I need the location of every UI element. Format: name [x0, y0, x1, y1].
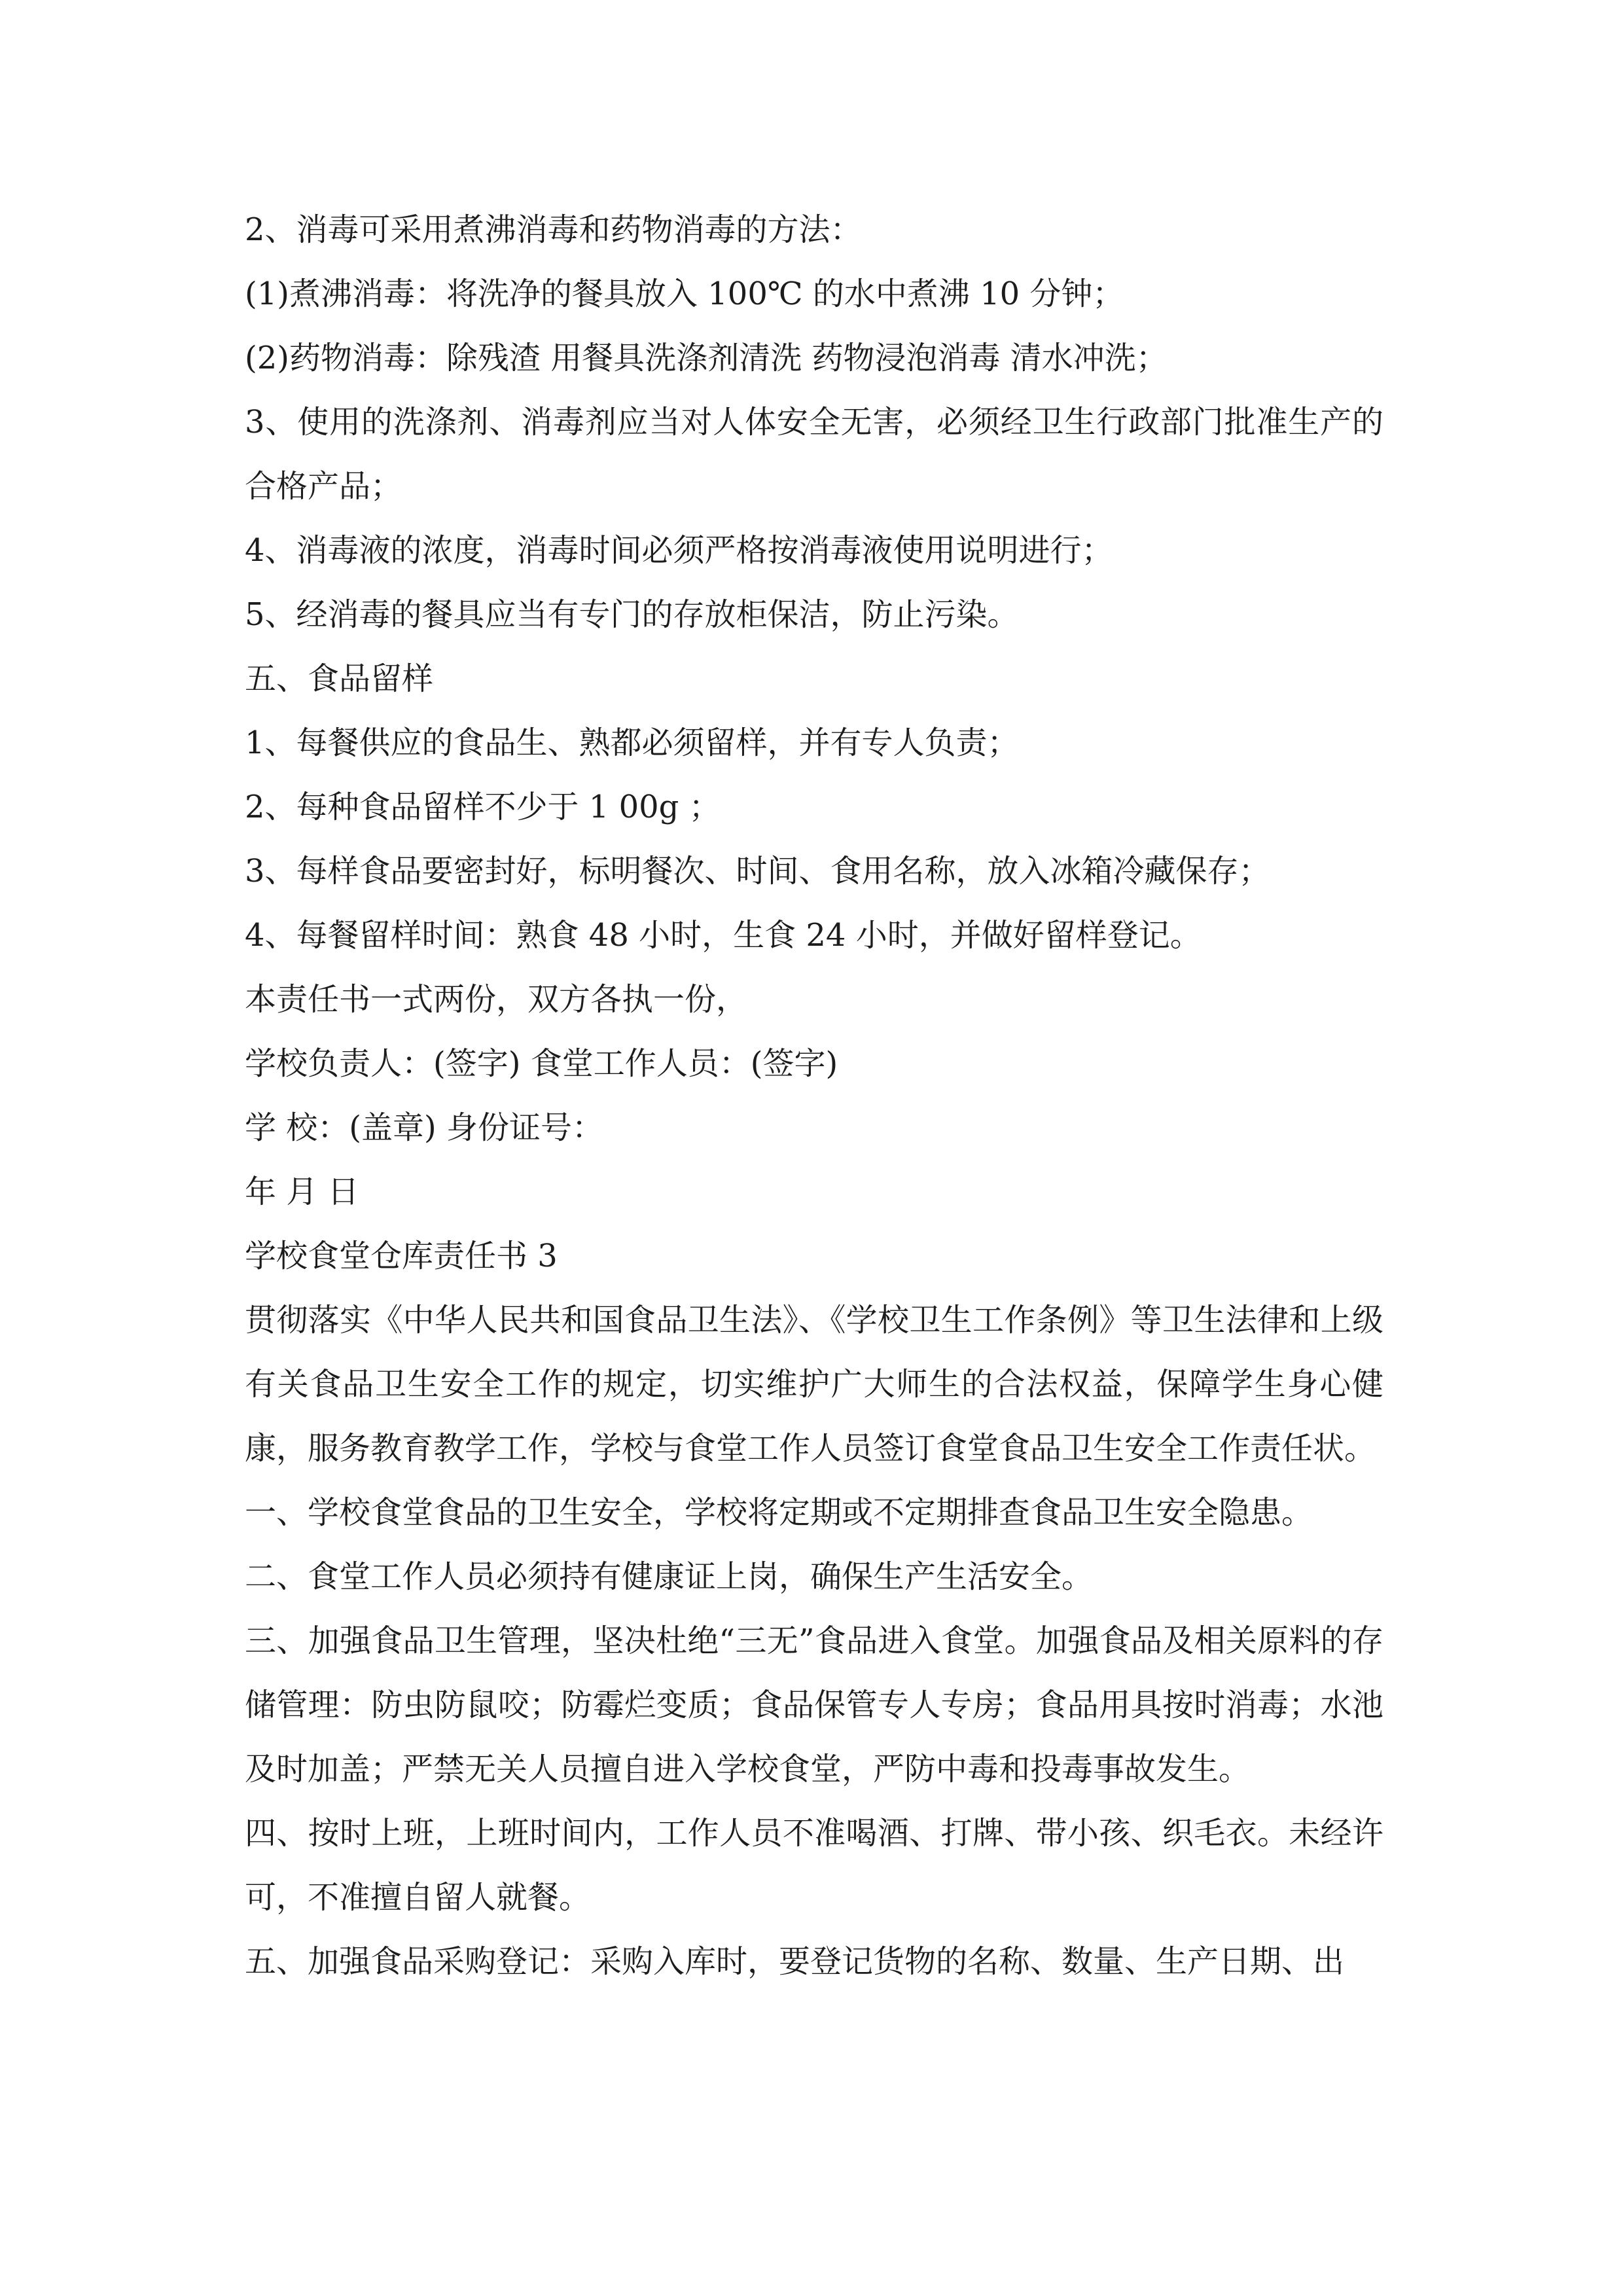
section-heading-food-sampling: 五、食品留样: [245, 660, 434, 697]
signature-line-persons: 学校负责人：(签字) 食堂工作人员：(签字): [245, 1045, 838, 1082]
paragraph-clause-three: 三、加强食品卫生管理，坚决杜绝“三无”食品进入食堂。加强食品及相关原料的存储管理：防虫防鼠咬；防霉烂变质；食品保管专人专房；食品用具按时消毒；水池及时加盖；严禁无关人员擅自进入学校食堂，严防中毒和投毒事故发生。: [245, 1623, 1383, 1787]
signature-line-school-seal: 学 校：(盖章) 身份证号：: [245, 1109, 603, 1146]
paragraph-sample-duration: 4、每餐留样时间：熟食 48 小时，生食 24 小时，并做好留样登记。: [245, 917, 1202, 954]
document-body: [245, 198, 1383, 1994]
paragraph-disinfection-methods: 2、消毒可采用煮沸消毒和药物消毒的方法：: [245, 211, 862, 248]
paragraph-clause-five: 五、加强食品采购登记：采购入库时，要登记货物的名称、数量、生产日期、出: [245, 1943, 1345, 1980]
paragraph-sampling-per-meal: 1、每餐供应的食品生、熟都必须留样，并有专人负责；: [245, 725, 1019, 761]
paragraph-clause-two: 二、食堂工作人员必须持有健康证上岗，确保生产生活安全。: [245, 1558, 1094, 1595]
paragraph-clause-one: 一、学校食堂食品的卫生安全，学校将定期或不定期排查食品卫生安全隐患。: [245, 1494, 1313, 1531]
paragraph-sample-quantity: 2、每种食品留样不少于 1 00g ；: [245, 789, 721, 825]
paragraph-preamble: 贯彻落实《中华人民共和国食品卫生法》、《学校卫生工作条例》等卫生法律和上级有关食品卫生安全工作的规定，切实维护广大师生的合法权益，保障学生身心健康，服务教育教学工作，学校与食堂工作人员签订食堂食品卫生安全工作责任状。: [245, 1302, 1383, 1467]
paragraph-sample-sealing: 3、每样食品要密封好，标明餐次、时间、食用名称，放入冰箱冷藏保存；: [245, 853, 1270, 889]
paragraph-chemical-disinfection: (2)药物消毒：除残渣 用餐具洗涤剂清洗 药物浸泡消毒 清水冲洗；: [245, 340, 1168, 376]
paragraph-detergent-safety: 3、使用的洗涤剂、消毒剂应当对人体安全无害，必须经卫生行政部门批准生产的合格产品；: [245, 404, 1383, 505]
paragraph-boiling-disinfection: (1)煮沸消毒：将洗净的餐具放入 100℃ 的水中煮沸 10 分钟；: [245, 276, 1124, 312]
document-title-warehouse-responsibility: 学校食堂仓库责任书 3: [245, 1238, 558, 1274]
paragraph-clause-four: 四、按时上班，上班时间内，工作人员不准喝酒、打牌、带小孩、织毛衣。未经许可，不准擅自留人就餐。: [245, 1815, 1383, 1916]
paragraph-disinfectant-concentration: 4、消毒液的浓度，消毒时间必须严格按消毒液使用说明进行；: [245, 532, 1113, 569]
paragraph-copies-note: 本责任书一式两份，双方各执一份，: [245, 981, 748, 1018]
paragraph-tableware-storage: 5、经消毒的餐具应当有专门的存放柜保洁，防止污染。: [245, 596, 1019, 633]
date-line: 年 月 日: [245, 1174, 359, 1210]
